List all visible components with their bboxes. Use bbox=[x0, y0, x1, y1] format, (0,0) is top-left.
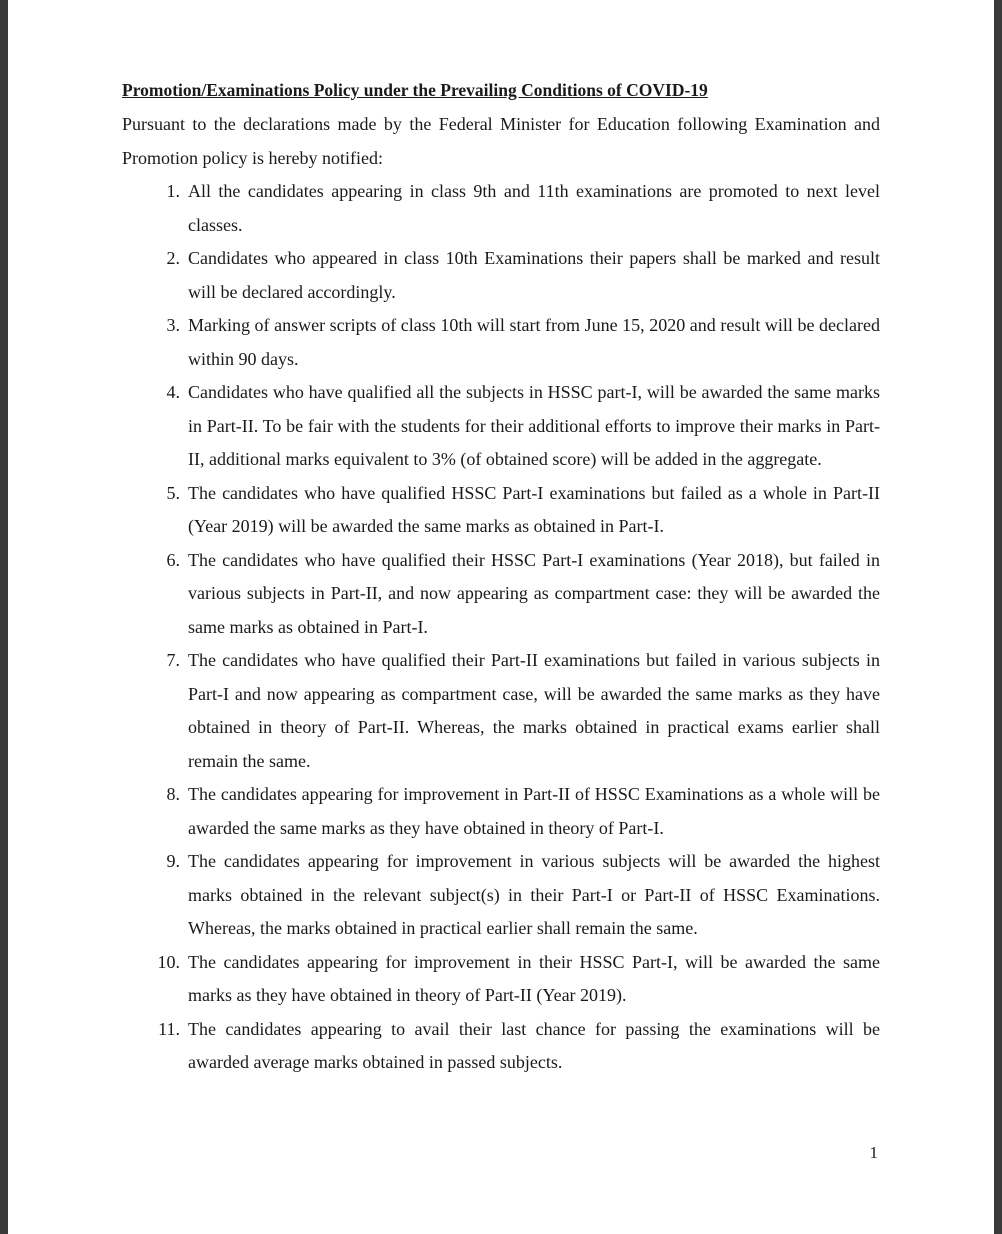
item-number: 9. bbox=[166, 851, 180, 871]
item-text: The candidates appearing for improvement in various subjects will be awarded the highest marks obtained in the relevant subject(s) in their Part-I or Part-II of HSSC Examinations. Whereas, the marks obtained in practical earlier shall remain the same. bbox=[188, 851, 880, 938]
item-text: The candidates appearing for improvement in their HSSC Part-I, will be awarded the same marks as they have obtained in theory of Part-II (Year 2019). bbox=[188, 951, 880, 1005]
item-text: The candidates who have qualified their Part-II examinations but failed in various subjects in Part-I and now appearing as compartment case, will be awarded the same marks as they have obtained in theory of Part-II. Whereas, the marks obtained in practical exams earlier shall remain the same. bbox=[188, 650, 880, 771]
item-number: 1. bbox=[166, 181, 180, 201]
document-title: Promotion/Examinations Policy under the Prevailing Conditions of COVID-19 bbox=[122, 80, 708, 100]
item-text: Candidates who have qualified all the subjects in HSSC part-I, will be awarded the same marks in Part-II. To be fair with the students for their additional efforts to improve their marks in Part-II, additional marks equivalent to 3% (of obtained score) will be added in the aggregate. bbox=[188, 382, 880, 469]
item-text: The candidates who have qualified their HSSC Part-I examinations (Year 2018), but failed in various subjects in Part-II, and now appearing as compartment case: they will be awarded the same marks as obtained in Part-I. bbox=[188, 549, 880, 637]
policy-list bbox=[122, 175, 880, 1080]
item-text: All the candidates appearing in class 9th and 11th examinations are promoted to next level classes. bbox=[188, 181, 880, 235]
list-item bbox=[122, 1013, 880, 1080]
item-number: 4. bbox=[166, 382, 180, 402]
item-number: 5. bbox=[166, 482, 180, 503]
list-item bbox=[122, 309, 880, 376]
item-text: Marking of answer scripts of class 10th will start from June 15, 2020 and result will be declared within 90 days. bbox=[188, 315, 880, 369]
list-item bbox=[122, 175, 880, 242]
list-item bbox=[122, 376, 880, 477]
item-text: The candidates who have qualified HSSC Part-I examinations but failed as a whole in Part-II (Year 2019) will be awarded the same marks as obtained in Part-I. bbox=[188, 482, 880, 536]
item-text: The candidates appearing to avail their last chance for passing the examinations will be awarded average marks obtained in passed subjects. bbox=[188, 1018, 880, 1072]
item-text: Candidates who appeared in class 10th Examinations their papers shall be marked and result will be declared accordingly. bbox=[188, 248, 880, 302]
intro-paragraph: Pursuant to the declarations made by the Federal Minister for Education following Examination and Promotion policy is hereby notified: bbox=[122, 114, 880, 168]
list-item bbox=[122, 778, 880, 845]
list-item bbox=[122, 845, 880, 946]
list-item bbox=[122, 242, 880, 309]
item-number: 6. bbox=[166, 549, 180, 570]
list-item bbox=[122, 544, 880, 645]
list-item bbox=[122, 946, 880, 1013]
list-item bbox=[122, 477, 880, 544]
item-number: 7. bbox=[166, 650, 180, 670]
item-number: 11. bbox=[158, 1018, 180, 1039]
item-number: 2. bbox=[166, 248, 180, 268]
item-number: 8. bbox=[166, 784, 180, 804]
item-number: 10. bbox=[157, 951, 180, 972]
item-text: The candidates appearing for improvement in Part-II of HSSC Examinations as a whole will be awarded the same marks as they have obtained in theory of Part-I. bbox=[188, 784, 880, 838]
item-number: 3. bbox=[166, 315, 180, 335]
document-page bbox=[8, 0, 994, 1234]
list-item bbox=[122, 644, 880, 778]
page-number: 1 bbox=[869, 1143, 878, 1162]
